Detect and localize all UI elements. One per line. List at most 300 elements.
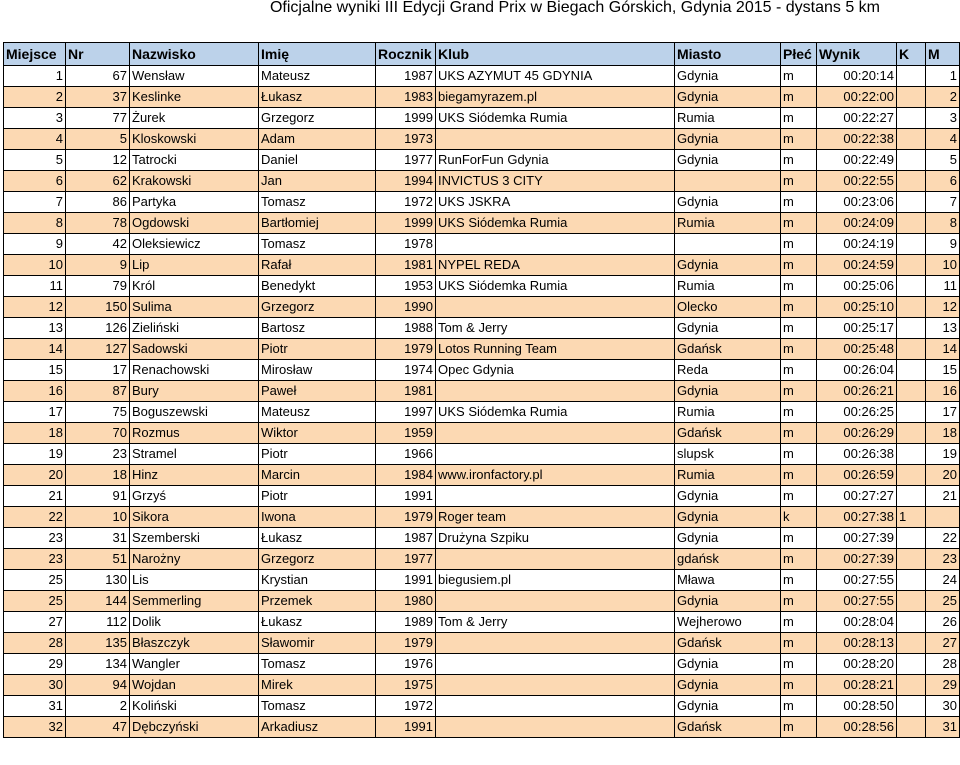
cell-sex: m — [781, 402, 817, 423]
cell-bib: 18 — [66, 465, 130, 486]
cell-result: 00:24:09 — [817, 213, 897, 234]
cell-club — [436, 717, 675, 738]
cell-m-place: 5 — [926, 150, 960, 171]
cell-result: 00:28:04 — [817, 612, 897, 633]
cell-birth-year: 1979 — [376, 633, 436, 654]
cell-result: 00:27:39 — [817, 528, 897, 549]
cell-birth-year: 1972 — [376, 696, 436, 717]
cell-first-name: Benedykt — [259, 276, 376, 297]
cell-bib: 112 — [66, 612, 130, 633]
cell-result: 00:27:55 — [817, 591, 897, 612]
table-row — [4, 507, 960, 528]
cell-city: Gdynia — [675, 150, 781, 171]
cell-surname: Błaszczyk — [130, 633, 259, 654]
cell-first-name: Paweł — [259, 381, 376, 402]
cell-club: UKS JSKRA — [436, 192, 675, 213]
cell-first-name: Sławomir — [259, 633, 376, 654]
cell-birth-year: 1984 — [376, 465, 436, 486]
cell-birth-year: 1987 — [376, 66, 436, 87]
cell-place: 4 — [4, 129, 66, 150]
table-row — [4, 654, 960, 675]
column-header-surname: Nazwisko — [130, 43, 259, 66]
cell-result: 00:26:25 — [817, 402, 897, 423]
cell-birth-year: 1974 — [376, 360, 436, 381]
cell-club: Opec Gdynia — [436, 360, 675, 381]
cell-bib: 31 — [66, 528, 130, 549]
cell-m-place: 9 — [926, 234, 960, 255]
cell-place: 21 — [4, 486, 66, 507]
cell-bib: 87 — [66, 381, 130, 402]
cell-first-name: Arkadiusz — [259, 717, 376, 738]
cell-place: 19 — [4, 444, 66, 465]
page-title: Oficjalne wyniki III Edycji Grand Prix w Biegach Górskich, Gdynia 2015 - dystans 5 km — [269, 0, 880, 16]
cell-m-place: 26 — [926, 612, 960, 633]
cell-first-name: Marcin — [259, 465, 376, 486]
cell-sex: m — [781, 255, 817, 276]
cell-result: 00:26:21 — [817, 381, 897, 402]
table-row — [4, 297, 960, 318]
column-header-city: Miasto — [675, 43, 781, 66]
cell-sex: m — [781, 423, 817, 444]
cell-surname: Ogdowski — [130, 213, 259, 234]
cell-club — [436, 297, 675, 318]
cell-surname: Keslinke — [130, 87, 259, 108]
cell-m-place: 28 — [926, 654, 960, 675]
cell-club — [436, 423, 675, 444]
cell-k-place — [897, 297, 926, 318]
cell-club: Tom & Jerry — [436, 318, 675, 339]
cell-club: UKS AZYMUT 45 GDYNIA — [436, 66, 675, 87]
column-header-k-place: K — [897, 43, 926, 66]
cell-surname: Wangler — [130, 654, 259, 675]
cell-k-place — [897, 717, 926, 738]
cell-result: 00:28:56 — [817, 717, 897, 738]
column-header-sex: Płeć — [781, 43, 817, 66]
cell-m-place: 27 — [926, 633, 960, 654]
table-row — [4, 339, 960, 360]
cell-bib: 5 — [66, 129, 130, 150]
cell-city: Rumia — [675, 276, 781, 297]
cell-city: Gdynia — [675, 318, 781, 339]
cell-sex: m — [781, 171, 817, 192]
cell-birth-year: 1979 — [376, 507, 436, 528]
table-row — [4, 276, 960, 297]
cell-sex: m — [781, 87, 817, 108]
cell-first-name: Mateusz — [259, 66, 376, 87]
cell-k-place: 1 — [897, 507, 926, 528]
cell-m-place: 6 — [926, 171, 960, 192]
cell-city: Reda — [675, 360, 781, 381]
cell-sex: m — [781, 549, 817, 570]
cell-sex: m — [781, 381, 817, 402]
cell-result: 00:24:19 — [817, 234, 897, 255]
cell-club — [436, 234, 675, 255]
cell-birth-year: 1981 — [376, 381, 436, 402]
cell-surname: Semmerling — [130, 591, 259, 612]
cell-club: UKS Siódemka Rumia — [436, 402, 675, 423]
cell-club: RunForFun Gdynia — [436, 150, 675, 171]
cell-m-place: 10 — [926, 255, 960, 276]
cell-birth-year: 1959 — [376, 423, 436, 444]
cell-sex: m — [781, 339, 817, 360]
cell-city: Rumia — [675, 108, 781, 129]
cell-city — [675, 234, 781, 255]
cell-surname: Bury — [130, 381, 259, 402]
cell-m-place: 7 — [926, 192, 960, 213]
cell-place: 15 — [4, 360, 66, 381]
cell-result: 00:22:55 — [817, 171, 897, 192]
cell-birth-year: 1999 — [376, 213, 436, 234]
cell-surname: Koliński — [130, 696, 259, 717]
cell-bib: 75 — [66, 402, 130, 423]
cell-city: Gdańsk — [675, 423, 781, 444]
cell-result: 00:26:38 — [817, 444, 897, 465]
cell-place: 25 — [4, 570, 66, 591]
column-header-birth-year: Rocznik — [376, 43, 436, 66]
cell-sex: m — [781, 465, 817, 486]
table-row — [4, 528, 960, 549]
cell-bib: 78 — [66, 213, 130, 234]
cell-k-place — [897, 381, 926, 402]
cell-club — [436, 549, 675, 570]
cell-sex: m — [781, 192, 817, 213]
cell-place: 1 — [4, 66, 66, 87]
cell-club: biegamyrazem.pl — [436, 87, 675, 108]
cell-surname: Sikora — [130, 507, 259, 528]
cell-club: UKS Siódemka Rumia — [436, 108, 675, 129]
cell-first-name: Grzegorz — [259, 108, 376, 129]
cell-m-place: 29 — [926, 675, 960, 696]
cell-sex: m — [781, 654, 817, 675]
cell-club: NYPEL REDA — [436, 255, 675, 276]
table-row — [4, 360, 960, 381]
table-body — [4, 66, 960, 738]
cell-place: 12 — [4, 297, 66, 318]
cell-first-name: Grzegorz — [259, 297, 376, 318]
cell-first-name: Krystian — [259, 570, 376, 591]
cell-surname: Wojdan — [130, 675, 259, 696]
cell-sex: m — [781, 717, 817, 738]
cell-first-name: Jan — [259, 171, 376, 192]
cell-first-name: Łukasz — [259, 87, 376, 108]
cell-result: 00:27:38 — [817, 507, 897, 528]
cell-bib: 62 — [66, 171, 130, 192]
cell-city: Gdynia — [675, 696, 781, 717]
cell-first-name: Adam — [259, 129, 376, 150]
cell-city: Gdynia — [675, 66, 781, 87]
cell-k-place — [897, 234, 926, 255]
cell-birth-year: 1979 — [376, 339, 436, 360]
cell-city: Rumia — [675, 213, 781, 234]
column-header-result: Wynik — [817, 43, 897, 66]
cell-place: 20 — [4, 465, 66, 486]
cell-club — [436, 633, 675, 654]
cell-m-place: 12 — [926, 297, 960, 318]
cell-result: 00:27:55 — [817, 570, 897, 591]
cell-bib: 77 — [66, 108, 130, 129]
cell-city: Gdynia — [675, 591, 781, 612]
table-row — [4, 549, 960, 570]
cell-sex: m — [781, 108, 817, 129]
cell-sex: m — [781, 570, 817, 591]
cell-result: 00:28:13 — [817, 633, 897, 654]
table-row — [4, 612, 960, 633]
cell-surname: Żurek — [130, 108, 259, 129]
cell-birth-year: 1981 — [376, 255, 436, 276]
cell-first-name: Mirek — [259, 675, 376, 696]
cell-k-place — [897, 423, 926, 444]
cell-sex: m — [781, 528, 817, 549]
results-table — [3, 42, 960, 738]
table-row — [4, 108, 960, 129]
cell-place: 22 — [4, 507, 66, 528]
cell-birth-year: 1983 — [376, 87, 436, 108]
cell-sex: m — [781, 444, 817, 465]
cell-sex: m — [781, 297, 817, 318]
cell-bib: 17 — [66, 360, 130, 381]
cell-birth-year: 1976 — [376, 654, 436, 675]
cell-surname: Oleksiewicz — [130, 234, 259, 255]
cell-club: INVICTUS 3 CITY — [436, 171, 675, 192]
cell-birth-year: 1972 — [376, 192, 436, 213]
cell-bib: 23 — [66, 444, 130, 465]
cell-place: 23 — [4, 528, 66, 549]
cell-bib: 127 — [66, 339, 130, 360]
cell-bib: 150 — [66, 297, 130, 318]
cell-birth-year: 1999 — [376, 108, 436, 129]
cell-surname: Zieliński — [130, 318, 259, 339]
cell-sex: m — [781, 675, 817, 696]
cell-first-name: Tomasz — [259, 654, 376, 675]
cell-surname: Stramel — [130, 444, 259, 465]
cell-place: 8 — [4, 213, 66, 234]
cell-surname: Kloskowski — [130, 129, 259, 150]
cell-sex: k — [781, 507, 817, 528]
cell-m-place: 30 — [926, 696, 960, 717]
cell-city: slupsk — [675, 444, 781, 465]
cell-sex: m — [781, 66, 817, 87]
cell-m-place: 16 — [926, 381, 960, 402]
cell-city: Gdynia — [675, 87, 781, 108]
cell-birth-year: 1994 — [376, 171, 436, 192]
cell-bib: 134 — [66, 654, 130, 675]
cell-birth-year: 1988 — [376, 318, 436, 339]
cell-first-name: Bartosz — [259, 318, 376, 339]
cell-sex: m — [781, 318, 817, 339]
cell-bib: 37 — [66, 87, 130, 108]
cell-k-place — [897, 402, 926, 423]
cell-result: 00:28:20 — [817, 654, 897, 675]
cell-m-place: 19 — [926, 444, 960, 465]
table-row — [4, 675, 960, 696]
cell-place: 9 — [4, 234, 66, 255]
cell-city: Gdynia — [675, 255, 781, 276]
cell-city: Rumia — [675, 402, 781, 423]
cell-m-place: 18 — [926, 423, 960, 444]
cell-first-name: Piotr — [259, 486, 376, 507]
cell-surname: Dębczyński — [130, 717, 259, 738]
cell-city: Gdynia — [675, 486, 781, 507]
cell-birth-year: 1991 — [376, 570, 436, 591]
cell-surname: Król — [130, 276, 259, 297]
cell-bib: 70 — [66, 423, 130, 444]
cell-sex: m — [781, 360, 817, 381]
cell-k-place — [897, 66, 926, 87]
cell-surname: Krakowski — [130, 171, 259, 192]
cell-result: 00:28:50 — [817, 696, 897, 717]
table-row — [4, 696, 960, 717]
table-row — [4, 570, 960, 591]
cell-k-place — [897, 675, 926, 696]
cell-k-place — [897, 633, 926, 654]
cell-bib: 79 — [66, 276, 130, 297]
cell-club: UKS Siódemka Rumia — [436, 276, 675, 297]
cell-place: 11 — [4, 276, 66, 297]
table-row — [4, 234, 960, 255]
cell-m-place: 17 — [926, 402, 960, 423]
header-row — [4, 43, 960, 66]
cell-k-place — [897, 360, 926, 381]
cell-result: 00:22:27 — [817, 108, 897, 129]
cell-bib: 12 — [66, 150, 130, 171]
cell-bib: 67 — [66, 66, 130, 87]
cell-m-place: 23 — [926, 549, 960, 570]
cell-club: Roger team — [436, 507, 675, 528]
cell-city: Gdynia — [675, 654, 781, 675]
cell-city: Gdynia — [675, 192, 781, 213]
cell-m-place: 8 — [926, 213, 960, 234]
cell-first-name: Piotr — [259, 444, 376, 465]
cell-first-name: Iwona — [259, 507, 376, 528]
cell-place: 14 — [4, 339, 66, 360]
cell-sex: m — [781, 486, 817, 507]
cell-place: 25 — [4, 591, 66, 612]
cell-bib: 91 — [66, 486, 130, 507]
cell-place: 2 — [4, 87, 66, 108]
cell-first-name: Wiktor — [259, 423, 376, 444]
cell-sex: m — [781, 213, 817, 234]
cell-k-place — [897, 528, 926, 549]
cell-surname: Sulima — [130, 297, 259, 318]
cell-place: 32 — [4, 717, 66, 738]
cell-first-name: Tomasz — [259, 234, 376, 255]
cell-birth-year: 1991 — [376, 717, 436, 738]
cell-city — [675, 171, 781, 192]
cell-place: 3 — [4, 108, 66, 129]
cell-m-place: 1 — [926, 66, 960, 87]
cell-surname: Rozmus — [130, 423, 259, 444]
cell-bib: 9 — [66, 255, 130, 276]
cell-birth-year: 1977 — [376, 150, 436, 171]
cell-sex: m — [781, 696, 817, 717]
column-header-place: Miejsce — [4, 43, 66, 66]
cell-result: 00:25:17 — [817, 318, 897, 339]
cell-sex: m — [781, 234, 817, 255]
cell-k-place — [897, 213, 926, 234]
cell-surname: Renachowski — [130, 360, 259, 381]
cell-sex: m — [781, 612, 817, 633]
cell-birth-year: 1978 — [376, 234, 436, 255]
table-row — [4, 423, 960, 444]
cell-place: 23 — [4, 549, 66, 570]
cell-place: 10 — [4, 255, 66, 276]
cell-bib: 2 — [66, 696, 130, 717]
cell-k-place — [897, 255, 926, 276]
cell-bib: 10 — [66, 507, 130, 528]
cell-city: Gdynia — [675, 528, 781, 549]
cell-m-place: 13 — [926, 318, 960, 339]
column-header-m-place: M — [926, 43, 960, 66]
cell-first-name: Przemek — [259, 591, 376, 612]
cell-club: biegusiem.pl — [436, 570, 675, 591]
table-row — [4, 717, 960, 738]
cell-first-name: Bartłomiej — [259, 213, 376, 234]
cell-result: 00:25:10 — [817, 297, 897, 318]
cell-m-place: 22 — [926, 528, 960, 549]
cell-first-name: Mirosław — [259, 360, 376, 381]
cell-first-name: Łukasz — [259, 612, 376, 633]
cell-k-place — [897, 696, 926, 717]
cell-club — [436, 129, 675, 150]
cell-club — [436, 696, 675, 717]
cell-place: 17 — [4, 402, 66, 423]
cell-club — [436, 654, 675, 675]
cell-m-place: 3 — [926, 108, 960, 129]
cell-club: Lotos Running Team — [436, 339, 675, 360]
cell-bib: 51 — [66, 549, 130, 570]
cell-city: Gdynia — [675, 507, 781, 528]
cell-bib: 86 — [66, 192, 130, 213]
cell-surname: Lis — [130, 570, 259, 591]
cell-surname: Lip — [130, 255, 259, 276]
cell-sex: m — [781, 633, 817, 654]
cell-first-name: Łukasz — [259, 528, 376, 549]
cell-city: Gdynia — [675, 381, 781, 402]
cell-birth-year: 1991 — [376, 486, 436, 507]
cell-k-place — [897, 444, 926, 465]
cell-place: 6 — [4, 171, 66, 192]
cell-result: 00:22:49 — [817, 150, 897, 171]
cell-club: Tom & Jerry — [436, 612, 675, 633]
cell-surname: Partyka — [130, 192, 259, 213]
cell-club: Drużyna Szpiku — [436, 528, 675, 549]
cell-bib: 126 — [66, 318, 130, 339]
cell-city: Rumia — [675, 465, 781, 486]
cell-club — [436, 675, 675, 696]
cell-bib: 47 — [66, 717, 130, 738]
cell-result: 00:28:21 — [817, 675, 897, 696]
cell-city: Gdańsk — [675, 633, 781, 654]
table-row — [4, 129, 960, 150]
cell-birth-year: 1987 — [376, 528, 436, 549]
cell-city: Mława — [675, 570, 781, 591]
cell-m-place: 2 — [926, 87, 960, 108]
cell-result: 00:20:14 — [817, 66, 897, 87]
cell-k-place — [897, 654, 926, 675]
cell-city: Gdańsk — [675, 339, 781, 360]
cell-bib: 42 — [66, 234, 130, 255]
cell-place: 18 — [4, 423, 66, 444]
table-row — [4, 381, 960, 402]
cell-result: 00:22:38 — [817, 129, 897, 150]
cell-club — [436, 486, 675, 507]
cell-result: 00:24:59 — [817, 255, 897, 276]
cell-k-place — [897, 612, 926, 633]
cell-k-place — [897, 150, 926, 171]
cell-city: Olecko — [675, 297, 781, 318]
cell-k-place — [897, 171, 926, 192]
table-row — [4, 402, 960, 423]
